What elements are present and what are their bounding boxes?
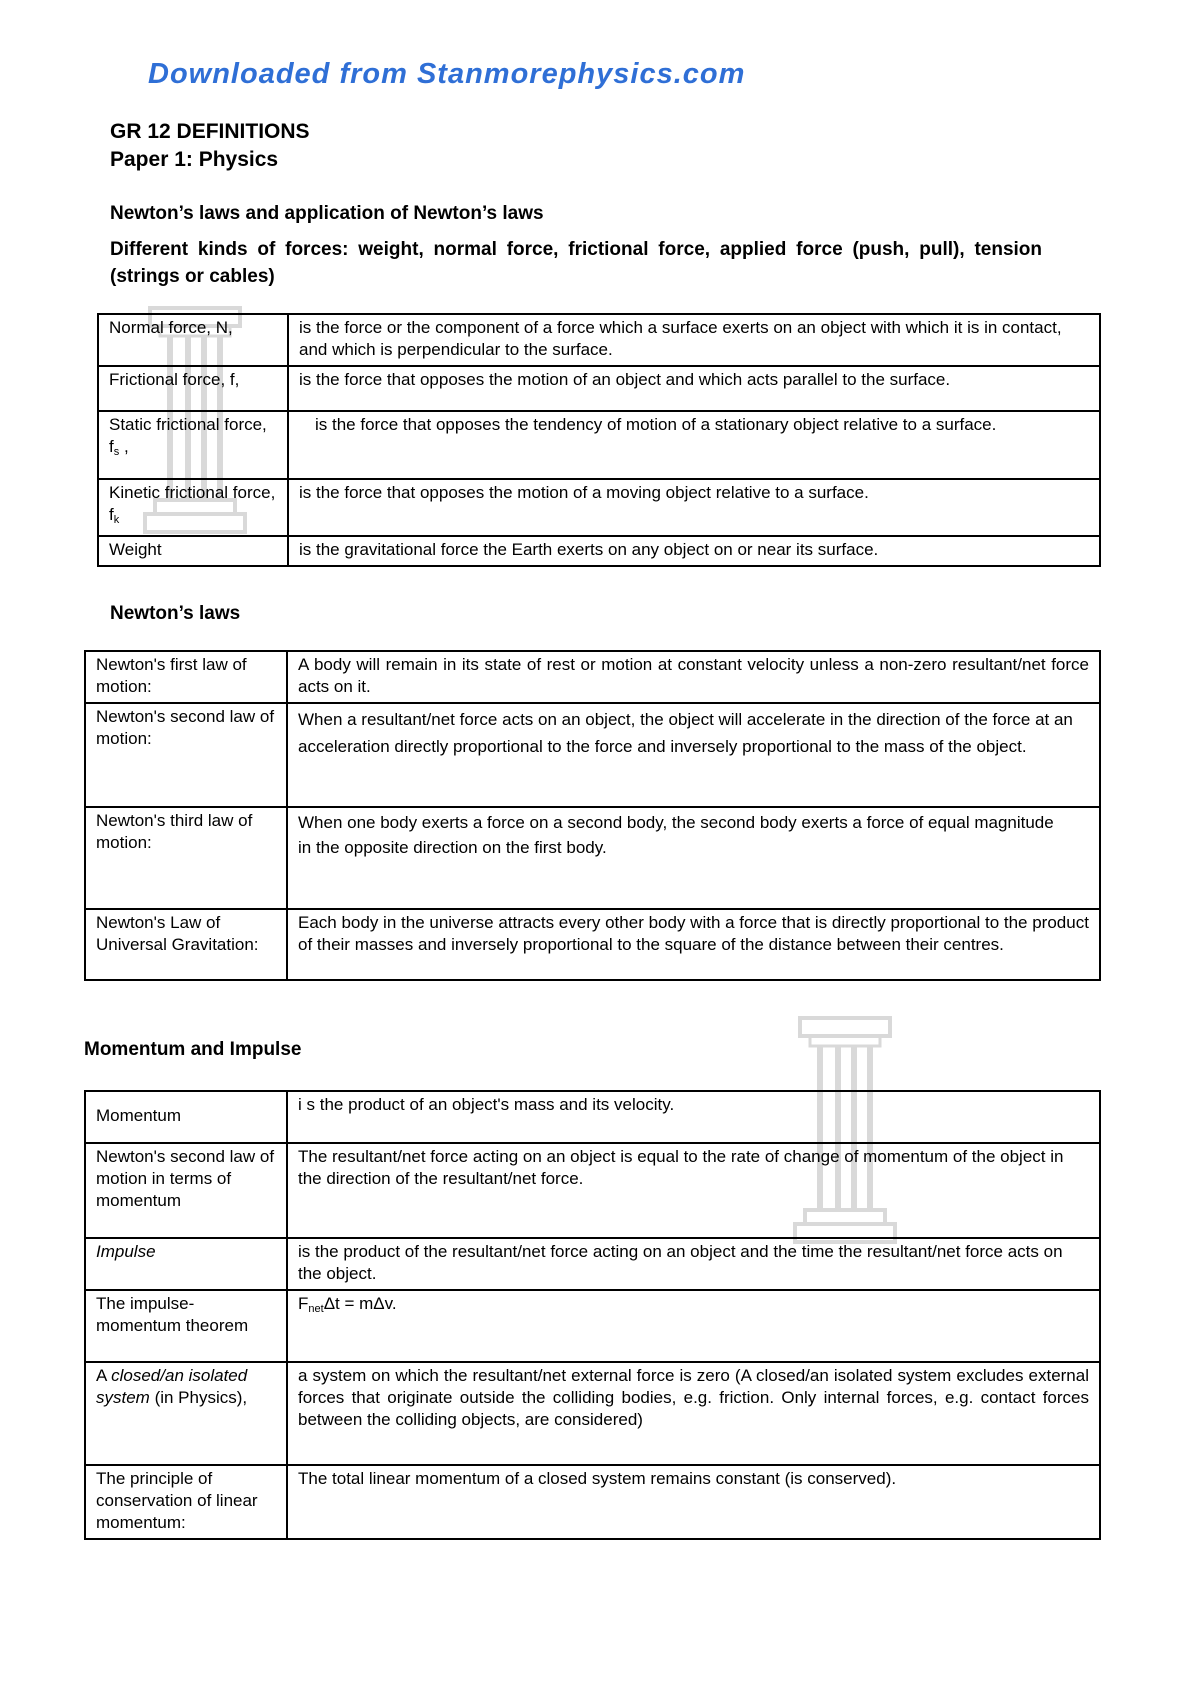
download-banner[interactable]: Downloaded from Stanmorephysics.com	[148, 58, 746, 90]
definition-cell: Each body in the universe attracts every other body with a force that is directly proportional to the product of their masses and inversely proportional to the square of the distance between their centres.	[287, 909, 1100, 980]
subscript-s: s	[113, 446, 120, 458]
definition-cell: is the force that opposes the motion of an object and which acts parallel to the surface.	[288, 366, 1100, 411]
table-row	[85, 909, 1100, 980]
table-row	[85, 807, 1100, 909]
term-suffix: (in Physics),	[149, 1388, 248, 1407]
term-cell: The principle of conservation of linear momentum:	[85, 1465, 287, 1539]
term-italic: closed/an isolated system	[96, 1366, 248, 1407]
definition-cell: a system on which the resultant/net external force is zero (A closed/an isolated system excludes external forces that originate outside the colliding bodies, e.g. friction. Only internal forces, e.g. contact forces between the colliding objects, are considered)	[287, 1362, 1100, 1465]
term-cell: Normal force, N,	[98, 314, 288, 366]
table-row	[85, 1091, 1100, 1143]
definition-cell: is the gravitational force the Earth exerts on any object on or near its surface.	[288, 536, 1100, 566]
term-cell	[85, 1362, 287, 1465]
term-cell: Newton's second law of motion:	[85, 703, 287, 807]
term-cell: Newton's Law of Universal Gravitation:	[85, 909, 287, 980]
definition-cell: is the force that opposes the tendency of motion of a stationary object relative to a surface.	[288, 411, 1100, 479]
term-cell: The impulse-momentum theorem	[85, 1290, 287, 1362]
term-cell	[98, 411, 288, 479]
definition-cell: is the force that opposes the motion of a moving object relative to a surface.	[288, 479, 1100, 536]
definition-cell: The resultant/net force acting on an object is equal to the rate of change of momentum of the object in the direction of the resultant/net force.	[287, 1143, 1100, 1238]
table-row	[98, 411, 1100, 479]
definition-cell: i s the product of an object's mass and its velocity.	[287, 1091, 1100, 1143]
momentum-table	[84, 1090, 1101, 1540]
document-title: GR 12 DEFINITIONS	[110, 120, 310, 143]
definition-cell	[287, 1290, 1100, 1362]
definition-cell: is the force or the component of a force which a surface exerts on an object with which it is in contact, and which is perpendicular to the surface.	[288, 314, 1100, 366]
table-row	[85, 1143, 1100, 1238]
term-cell: Weight	[98, 536, 288, 566]
term-suffix: ,	[119, 437, 129, 456]
subscript-k: k	[113, 514, 120, 526]
term-cell: Frictional force, f,	[98, 366, 288, 411]
term-cell: Newton's second law of motion in terms of momentum	[85, 1143, 287, 1238]
table-row	[85, 1238, 1100, 1290]
table-row	[98, 366, 1100, 411]
section-heading-newtons-applications: Newton’s laws and application of Newton’s laws	[110, 203, 544, 224]
forces-subheading: Different kinds of forces: weight, normal force, frictional force, applied force (push, pull), tension (strings or cables)	[110, 239, 1042, 287]
table-row	[98, 479, 1100, 536]
table-row	[85, 1465, 1100, 1539]
term-cell: Momentum	[85, 1091, 287, 1143]
paper-subtitle: Paper 1: Physics	[110, 148, 279, 171]
formula-f: F	[298, 1294, 309, 1313]
term-cell: Impulse	[85, 1238, 287, 1290]
term-text: Kinetic frictional force, f	[109, 483, 276, 524]
forces-table	[97, 313, 1101, 567]
section-heading-momentum: Momentum and Impulse	[84, 1039, 302, 1060]
table-row	[98, 536, 1100, 566]
term-cell	[98, 479, 288, 536]
table-row	[98, 314, 1100, 366]
definition-cell: When a resultant/net force acts on an object, the object will accelerate in the direction of the force at an acceleration directly proportional to the force and inversely proportional to the mass of the object.	[287, 703, 1100, 807]
definition-cell: The total linear momentum of a closed system remains constant (is conserved).	[287, 1465, 1100, 1539]
definition-cell: When one body exerts a force on a second body, the second body exerts a force of equal magnitude in the opposite direction on the first body.	[287, 807, 1100, 909]
table-row	[85, 1362, 1100, 1465]
term-cell: Newton's third law of motion:	[85, 807, 287, 909]
formula-rest: Δt = mΔv.	[323, 1294, 397, 1313]
table-row	[85, 651, 1100, 703]
definition-cell: is the product of the resultant/net force acting on an object and the time the resultant/net force acts on the object.	[287, 1238, 1100, 1290]
table-row	[85, 703, 1100, 807]
section-heading-newtons-laws: Newton’s laws	[110, 603, 241, 624]
table-row	[85, 1290, 1100, 1362]
definition-cell: A body will remain in its state of rest or motion at constant velocity unless a non-zero resultant/net force acts on it.	[287, 651, 1100, 703]
term-prefix: A	[96, 1366, 112, 1385]
newtons-laws-table	[84, 650, 1101, 981]
term-cell: Newton's first law of motion:	[85, 651, 287, 703]
subscript-net: net	[308, 1303, 324, 1315]
term-text: Static frictional force, f	[109, 415, 267, 456]
